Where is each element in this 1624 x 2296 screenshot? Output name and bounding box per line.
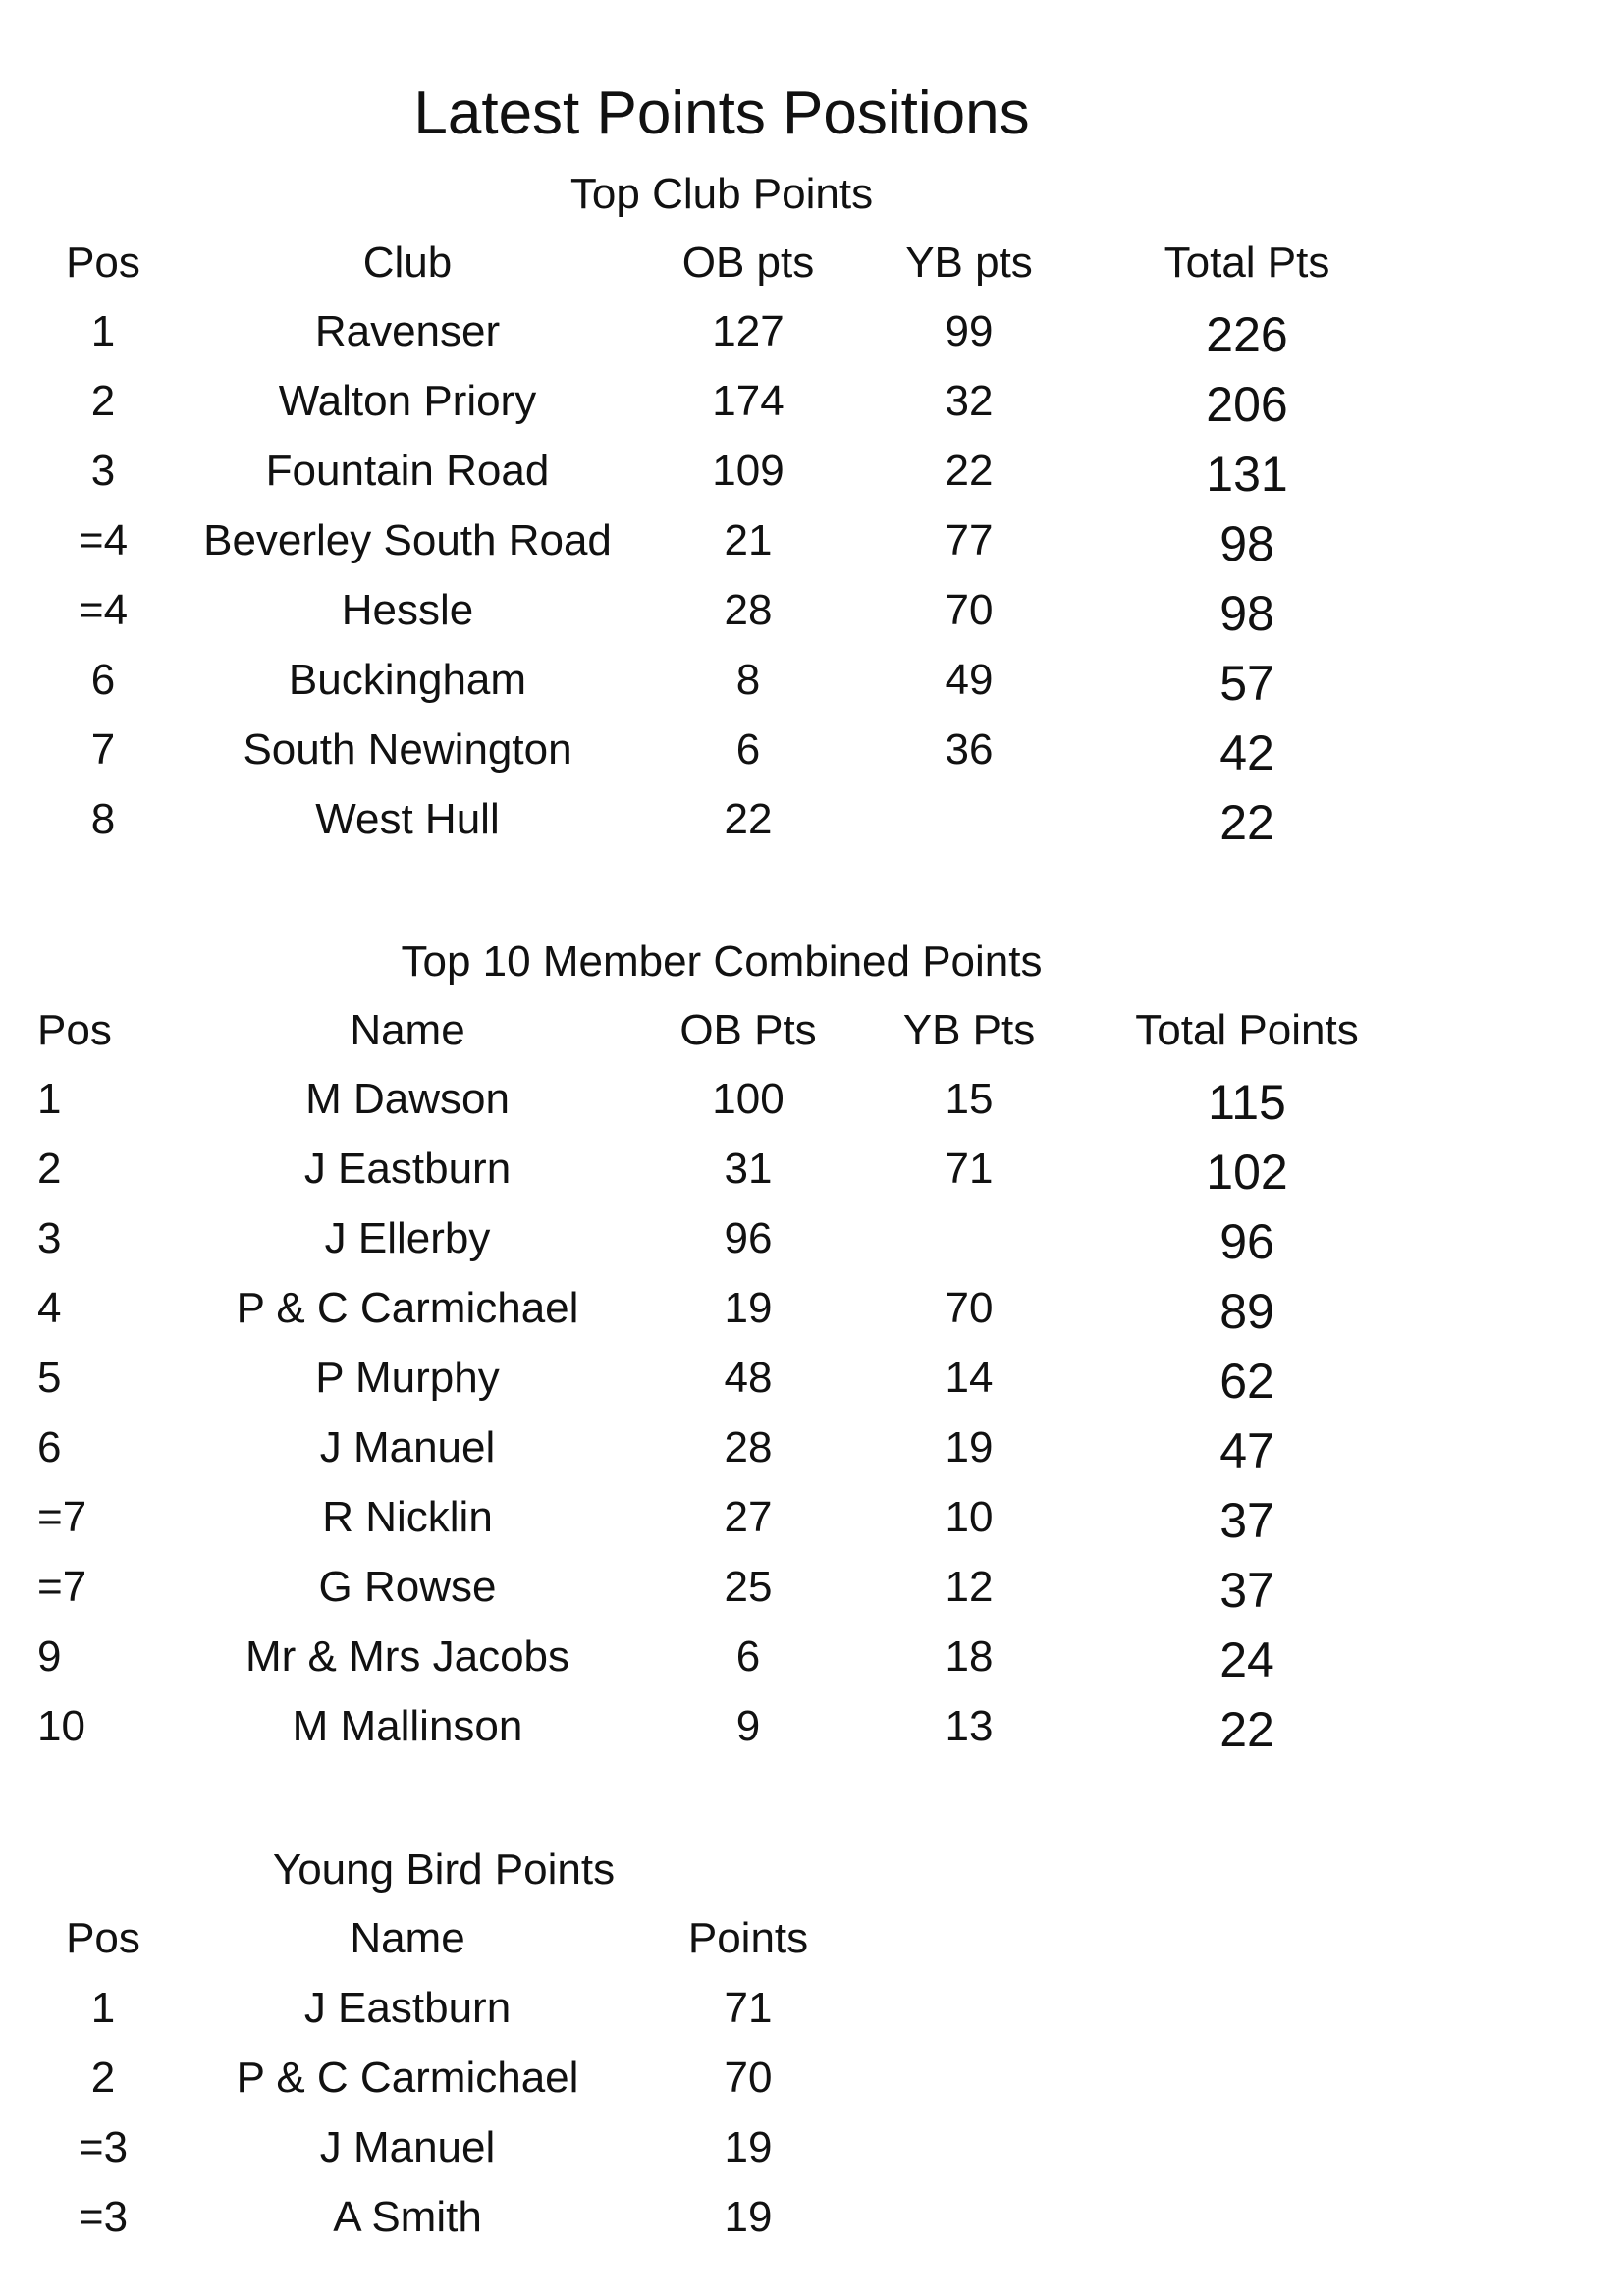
club-row-7-cell-4: 22 xyxy=(1219,795,1274,850)
club-points-heading: Top Club Points xyxy=(569,170,874,218)
club-row-6-cell-3: 36 xyxy=(945,725,994,774)
member-row-5-cell-1: J Manuel xyxy=(319,1423,496,1471)
club-row-3-cell-4: 98 xyxy=(1219,516,1274,571)
member-row-5-cell-2: 28 xyxy=(724,1423,773,1471)
club-row-2-cell-0: 3 xyxy=(90,447,116,495)
club-row-5-cell-0: 6 xyxy=(90,656,116,704)
member-row-0-cell-2: 100 xyxy=(712,1075,785,1123)
member-row-0-cell-4: 115 xyxy=(1208,1075,1286,1130)
member-row-4-cell-4: 62 xyxy=(1219,1354,1274,1409)
member-row-4-cell-2: 48 xyxy=(724,1354,773,1402)
young-row-1-cell-1: P & C Carmichael xyxy=(236,2054,579,2102)
member-row-3-cell-2: 19 xyxy=(724,1284,773,1332)
club-row-2-cell-3: 22 xyxy=(945,447,994,495)
member-row-2-cell-4: 96 xyxy=(1219,1214,1274,1269)
club-row-0-cell-4: 226 xyxy=(1206,307,1288,362)
young-bird-heading: Young Bird Points xyxy=(272,1845,616,1894)
club-header-1: Club xyxy=(362,239,453,287)
member-row-8-cell-2: 6 xyxy=(735,1632,761,1681)
club-row-6-cell-2: 6 xyxy=(735,725,761,774)
member-row-4-cell-3: 14 xyxy=(945,1354,994,1402)
club-row-0-cell-2: 127 xyxy=(712,307,785,355)
young-row-0-cell-1: J Eastburn xyxy=(303,1984,512,2032)
club-row-1-cell-2: 174 xyxy=(712,377,785,425)
club-row-2-cell-4: 131 xyxy=(1206,447,1288,502)
club-header-4: Total Pts xyxy=(1164,239,1330,287)
member-row-8-cell-4: 24 xyxy=(1219,1632,1274,1687)
member-row-1-cell-2: 31 xyxy=(724,1145,773,1193)
young-row-0-cell-2: 71 xyxy=(724,1984,773,2032)
club-row-1-cell-0: 2 xyxy=(90,377,116,425)
club-row-0-cell-0: 1 xyxy=(90,307,116,355)
member-row-1-cell-1: J Eastburn xyxy=(303,1145,512,1193)
member-row-9-cell-4: 22 xyxy=(1219,1702,1274,1757)
young-row-0-cell-0: 1 xyxy=(90,1984,116,2032)
member-row-7-cell-2: 25 xyxy=(724,1563,773,1611)
member-header-3: YB Pts xyxy=(902,1006,1036,1054)
member-row-6-cell-4: 37 xyxy=(1219,1493,1274,1548)
young-row-3-cell-1: A Smith xyxy=(333,2193,482,2241)
young-header-1: Name xyxy=(350,1914,465,1962)
member-row-7-cell-4: 37 xyxy=(1219,1563,1274,1618)
member-row-0-cell-1: M Dawson xyxy=(305,1075,510,1123)
club-header-3: YB pts xyxy=(905,239,1033,287)
member-row-0-cell-0: 1 xyxy=(37,1075,62,1123)
member-row-3-cell-0: 4 xyxy=(37,1284,62,1332)
member-row-7-cell-1: G Rowse xyxy=(318,1563,497,1611)
member-header-1: Name xyxy=(350,1006,465,1054)
member-row-5-cell-0: 6 xyxy=(37,1423,62,1471)
young-row-2-cell-2: 19 xyxy=(724,2123,773,2171)
member-row-9-cell-1: M Mallinson xyxy=(292,1702,523,1750)
club-row-7-cell-2: 22 xyxy=(724,795,773,843)
member-header-0: Pos xyxy=(37,1006,112,1054)
member-row-6-cell-0: =7 xyxy=(37,1493,87,1541)
member-row-7-cell-0: =7 xyxy=(37,1563,87,1611)
member-row-9-cell-2: 9 xyxy=(735,1702,761,1750)
member-row-2-cell-0: 3 xyxy=(37,1214,62,1262)
club-row-0-cell-3: 99 xyxy=(945,307,994,355)
member-row-9-cell-3: 13 xyxy=(945,1702,994,1750)
young-row-3-cell-2: 19 xyxy=(724,2193,773,2241)
club-row-4-cell-4: 98 xyxy=(1219,586,1274,641)
member-row-6-cell-3: 10 xyxy=(945,1493,994,1541)
member-row-2-cell-1: J Ellerby xyxy=(324,1214,491,1262)
member-row-3-cell-3: 70 xyxy=(945,1284,994,1332)
member-header-2: OB Pts xyxy=(679,1006,817,1054)
club-row-2-cell-2: 109 xyxy=(712,447,785,495)
member-header-4: Total Points xyxy=(1135,1006,1359,1054)
club-row-5-cell-2: 8 xyxy=(735,656,761,704)
club-row-6-cell-4: 42 xyxy=(1219,725,1274,780)
club-row-3-cell-1: Beverley South Road xyxy=(203,516,612,564)
club-row-4-cell-0: =4 xyxy=(78,586,129,634)
member-row-1-cell-4: 102 xyxy=(1206,1145,1288,1200)
young-header-2: Points xyxy=(687,1914,809,1962)
member-row-6-cell-1: R Nicklin xyxy=(322,1493,493,1541)
club-row-5-cell-1: Buckingham xyxy=(288,656,527,704)
club-row-3-cell-3: 77 xyxy=(945,516,994,564)
member-row-1-cell-0: 2 xyxy=(37,1145,62,1193)
club-row-1-cell-3: 32 xyxy=(945,377,994,425)
member-row-8-cell-1: Mr & Mrs Jacobs xyxy=(244,1632,570,1681)
club-row-4-cell-1: Hessle xyxy=(341,586,474,634)
member-row-5-cell-3: 19 xyxy=(945,1423,994,1471)
club-row-5-cell-3: 49 xyxy=(945,656,994,704)
club-row-2-cell-1: Fountain Road xyxy=(265,447,550,495)
young-row-1-cell-2: 70 xyxy=(724,2054,773,2102)
club-row-1-cell-1: Walton Priory xyxy=(278,377,537,425)
member-row-2-cell-2: 96 xyxy=(724,1214,773,1262)
club-row-1-cell-4: 206 xyxy=(1206,377,1288,432)
page-title: Latest Points Positions xyxy=(413,80,1030,147)
young-header-0: Pos xyxy=(66,1914,140,1962)
club-row-4-cell-3: 70 xyxy=(945,586,994,634)
club-row-3-cell-0: =4 xyxy=(78,516,129,564)
member-row-1-cell-3: 71 xyxy=(945,1145,994,1193)
young-row-2-cell-1: J Manuel xyxy=(319,2123,496,2171)
member-row-0-cell-3: 15 xyxy=(945,1075,994,1123)
club-row-3-cell-2: 21 xyxy=(724,516,773,564)
member-row-4-cell-0: 5 xyxy=(37,1354,62,1402)
club-row-0-cell-1: Ravenser xyxy=(314,307,501,355)
club-row-5-cell-4: 57 xyxy=(1219,656,1274,711)
young-row-2-cell-0: =3 xyxy=(78,2123,129,2171)
club-row-7-cell-0: 8 xyxy=(90,795,116,843)
member-row-4-cell-1: P Murphy xyxy=(315,1354,500,1402)
member-row-6-cell-2: 27 xyxy=(724,1493,773,1541)
member-row-9-cell-0: 10 xyxy=(37,1702,85,1750)
young-row-1-cell-0: 2 xyxy=(90,2054,116,2102)
club-row-6-cell-1: South Newington xyxy=(243,725,572,774)
club-row-4-cell-2: 28 xyxy=(724,586,773,634)
member-row-8-cell-0: 9 xyxy=(37,1632,62,1681)
club-header-0: Pos xyxy=(66,239,140,287)
young-row-3-cell-0: =3 xyxy=(78,2193,129,2241)
club-row-6-cell-0: 7 xyxy=(90,725,116,774)
member-row-8-cell-3: 18 xyxy=(945,1632,994,1681)
member-row-7-cell-3: 12 xyxy=(945,1563,994,1611)
member-row-3-cell-1: P & C Carmichael xyxy=(236,1284,579,1332)
member-row-5-cell-4: 47 xyxy=(1219,1423,1274,1478)
member-points-heading: Top 10 Member Combined Points xyxy=(401,937,1043,986)
club-header-2: OB pts xyxy=(681,239,815,287)
member-row-3-cell-4: 89 xyxy=(1219,1284,1274,1339)
club-row-7-cell-1: West Hull xyxy=(315,795,500,843)
